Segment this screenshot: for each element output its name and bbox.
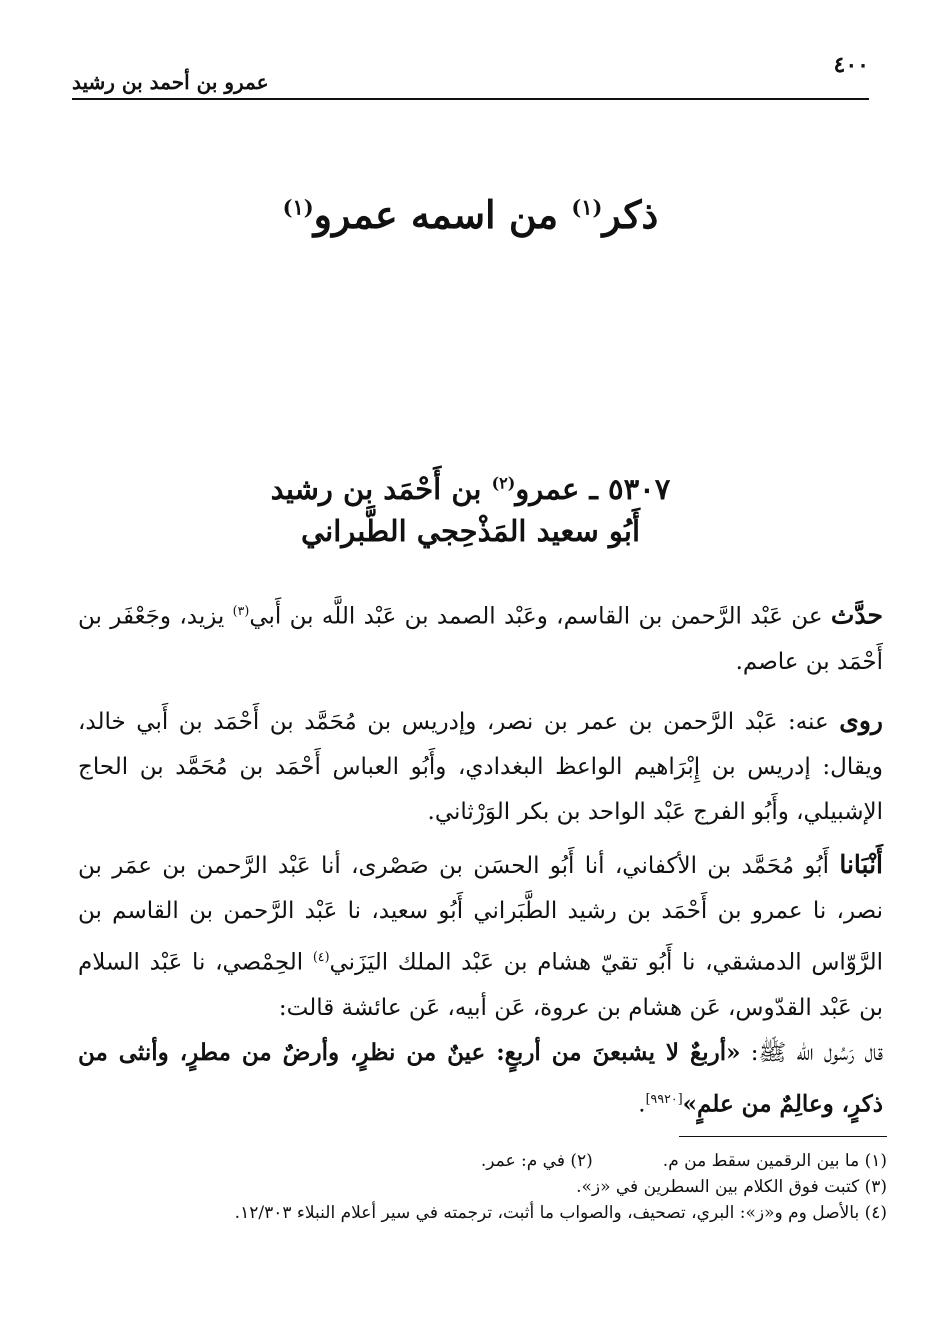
footnote-ref-1[interactable]: (١) (571, 194, 603, 220)
paragraph-lead-haddath: حدَّث (830, 600, 884, 630)
paragraph-text: أَبُو مُحَمَّد بن الأكفاني، أنا أَبُو الحسَن بن صَصْرى، أنا عَبْد الرَّحمن بن عمَر بن نصر، نا عمرو بن أَحْمَد بن رشيد الطَّبَراني أَبُو سعيد، نا عَبْد الرَّحمن بن القاسم بن الرَّوّاس الدمشقي، نا أَبُو تقيّ هشام بن عَبْد الملك اليَزَني (78, 853, 883, 976)
paragraph-lead-rawa: روى (839, 706, 883, 735)
footnote-ref-4[interactable]: (٤) (312, 949, 330, 964)
footnote-ref-3[interactable]: (٣) (232, 603, 250, 618)
paragraph-isnad (78, 842, 883, 1031)
paragraph-text: عنه: عَبْد الرَّحمن بن عمر بن نصر، وإدريس بن مُحَمَّد بن أَحْمَد بن أَبي خالد، ويقال: إدريس بن إِبْرَاهيم الواعظ البغدادي، وأَبُو العباس أَحْمَد بن مُحَمَّد بن الحاج الإشبيلي، وأَبُو الفرج عَبْد الواحد بن بكر الوَرْثاني. (78, 709, 883, 825)
running-header (72, 52, 869, 100)
paragraph-text: يزيد، وجَعْفَر بن أَحْمَد بن عاصم. (78, 603, 883, 675)
footnote-1: (١) ما بين الرقمين سقط من م. (662, 1151, 887, 1171)
footnote-divider (679, 1136, 887, 1137)
footnote-2: (٢) في م: عمر. (480, 1151, 593, 1171)
hadith-text: «أربعٌ لا يشبعنَ من أربعٍ: عينٌ من نظرٍ، وأرضٌ من مطرٍ، وأنثى من ذكرٍ، وعالِمٌ من علمٍ» (78, 1039, 883, 1118)
footnote-4: (٤) بالأصل وم و«ز»: البري، تصحيف، والصواب ما أثبت، ترجمته في سير أعلام النبلاء ١٢/٣٠٣. (234, 1203, 887, 1223)
paragraph-students (78, 698, 883, 835)
footnote-row (70, 1148, 887, 1174)
paragraph-text: عن عَبْد الرَّحمن بن القاسم، وعَبْد الصمد بن عَبْد اللَّه بن أَبي (249, 603, 831, 630)
hadith-number: [٩٩٢٠] (645, 1091, 683, 1106)
section-title (0, 192, 941, 237)
paragraph-end: . (638, 1091, 646, 1118)
paragraph-lead-anbana: أَنْبَانا (839, 850, 883, 879)
footnote-3: (٣) كتبت فوق الكلام بين السطرين في «ز». (576, 1177, 887, 1197)
entry-name-rest: بن أَحْمَد بن رشيد (270, 472, 492, 506)
entry-number-name: ٥٣٠٧ ـ عمرو (515, 472, 671, 506)
entry-kunya: أَبُو سعيد المَذْحِجي الطَّبراني (300, 514, 641, 548)
hadith-intro: قال رَسُول الله ﷺ: (740, 1040, 883, 1066)
footnote-ref-2[interactable]: (٢) (491, 473, 516, 493)
paragraph-hadith (78, 1030, 883, 1128)
entry-name-line (0, 472, 941, 506)
paragraph-teachers (78, 588, 883, 685)
page-number: ٤٠٠ (833, 52, 869, 78)
footnotes (70, 1148, 887, 1226)
paragraph-text: الحِمْصي، نا عَبْد السلام بن عَبْد القدّوس، عَن هشام بن عروة، عَن أبيه، عَن عائشة قالت: (78, 949, 883, 1021)
footnote-ref-1b[interactable]: (١) (282, 194, 314, 220)
running-title: عمرو بن أحمد بن رشيد (72, 70, 269, 94)
section-title-word: ذكر (602, 192, 659, 237)
entry-heading (0, 472, 941, 548)
section-title-rest: من اسمه عمرو (313, 192, 572, 237)
